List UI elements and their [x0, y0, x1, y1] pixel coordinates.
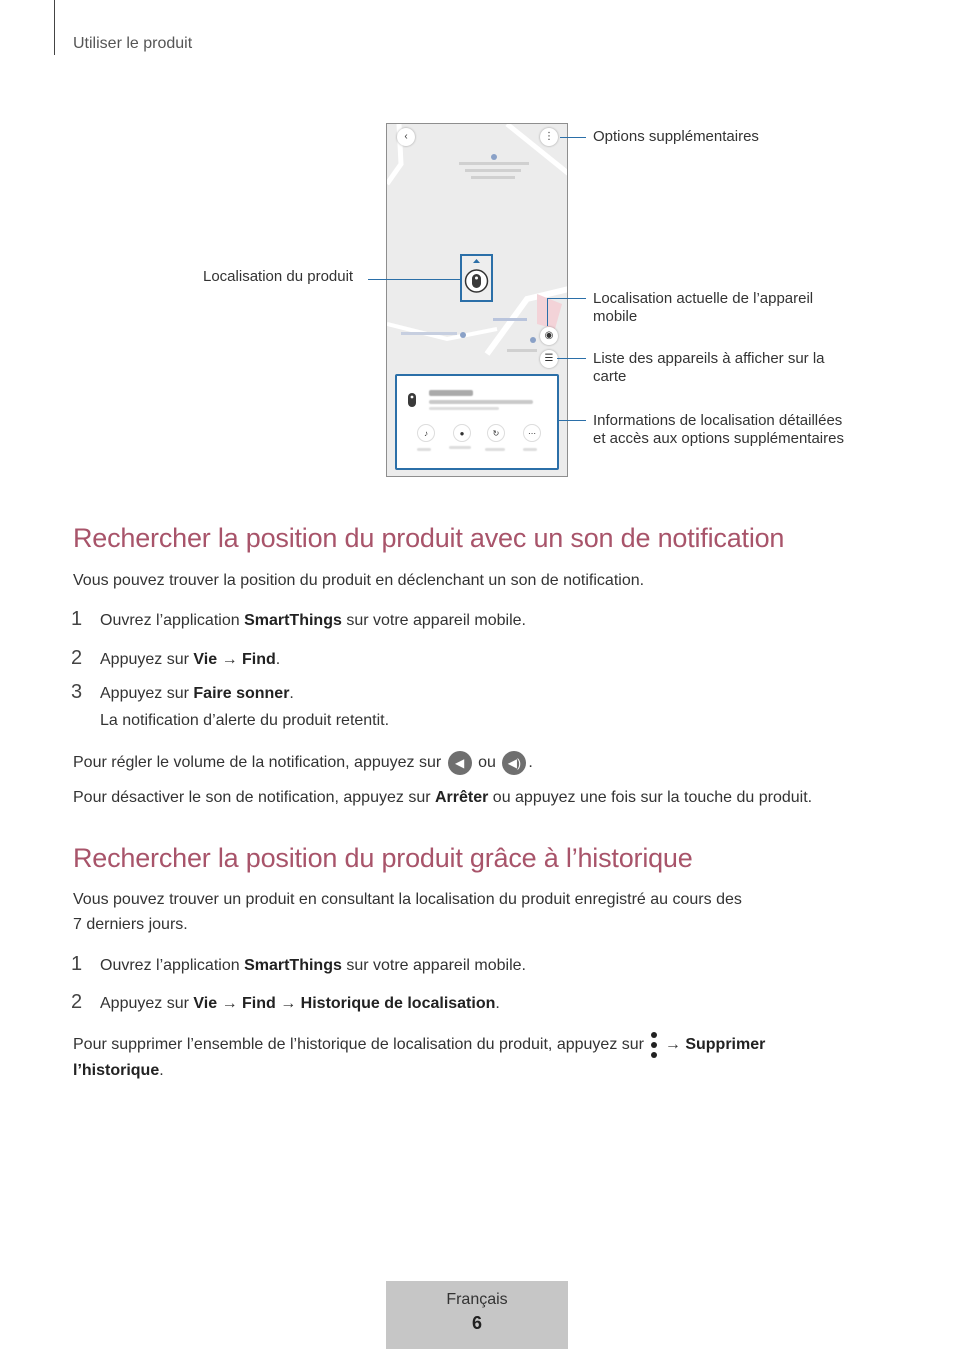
section1-step2-number: 2 [71, 647, 83, 669]
refresh-label [485, 448, 505, 451]
section1-intro: Vous pouvez trouver la position du produit en déclenchant un son de notification. [73, 572, 645, 589]
more-icon[interactable]: ⋯ [523, 424, 541, 442]
tag-thumb-icon [407, 392, 417, 408]
section1-stop-note [73, 785, 863, 810]
more-options-icon[interactable]: ⋮ [540, 128, 558, 146]
callout-mobile-location [593, 290, 813, 326]
callout-device-list-line2: carte [593, 368, 627, 385]
details-card[interactable] [395, 374, 559, 470]
callout-product-location: Localisation du produit [203, 268, 354, 285]
s2-step2-bold2: Find [242, 995, 276, 1012]
s2-step1-post: sur votre appareil mobile. [341, 957, 526, 974]
tag-time [429, 407, 499, 410]
section1-step1 [100, 608, 526, 633]
page-number: 6 [471, 1313, 482, 1333]
s1-step3-pre: Appuyez sur [100, 685, 194, 702]
s1-step1-post: sur votre appareil mobile. [341, 612, 526, 629]
s2-step2-bold3: Historique de localisation [300, 995, 496, 1012]
section1-step3-sub: La notification d’alerte du produit retentit. [100, 712, 390, 729]
tag-address [429, 400, 533, 404]
delete-post: . [159, 1062, 164, 1079]
ring-label [417, 448, 431, 451]
s2-step2-pre: Appuyez sur [100, 995, 194, 1012]
stop-pre: Pour désactiver le son de notification, appuyez sur [73, 789, 435, 806]
refresh-icon[interactable]: ↻ [487, 424, 505, 442]
s2-step2-arrow1: → [217, 995, 243, 1012]
callout-line-options [560, 137, 586, 138]
volume-up-icon: ◀) [502, 751, 526, 775]
s1-step3-post: . [289, 685, 294, 702]
s2-step2-post: . [495, 995, 500, 1012]
phone-screenshot [386, 123, 568, 477]
callout-mobile-location-line1: Localisation actuelle de l’appareil [593, 290, 814, 307]
section2-delete-note [73, 1032, 863, 1083]
section2-intro-line1: Vous pouvez trouver un produit en consultant la localisation du produit enregistré au cours des [73, 891, 742, 908]
callout-details [593, 412, 844, 448]
tag-marker-glyph [462, 256, 491, 300]
volume-pre: Pour régler le volume de la notification, appuyez sur [73, 754, 446, 771]
section2-intro [73, 887, 863, 937]
more-options-icon-inline [650, 1032, 658, 1058]
callout-device-list-line1: Liste des appareils à afficher sur la [593, 350, 825, 367]
s1-step1-pre: Ouvrez l’application [100, 612, 245, 629]
section2-title: Rechercher la position du produit grâce à l’historique [73, 843, 693, 873]
section2-intro-line2: 7 derniers jours. [73, 916, 188, 933]
side-rule [54, 0, 55, 55]
section1-step1-number: 1 [71, 608, 83, 630]
delete-bold2: l’historique [73, 1062, 160, 1079]
s1-step2-arrow: → [217, 651, 243, 668]
section2-step1 [100, 953, 526, 978]
callout-line-list [557, 358, 586, 359]
section2-step2 [100, 991, 500, 1016]
footer-language: Français [446, 1291, 508, 1308]
section1-step3-number: 3 [71, 681, 83, 703]
s2-step1-bold: SmartThings [244, 957, 342, 974]
my-location-icon[interactable]: ◉ [540, 327, 558, 345]
callout-line-mobile-h [547, 298, 586, 299]
section1-step3 [100, 681, 294, 706]
back-icon[interactable]: ‹ [397, 128, 415, 146]
callout-device-list [593, 350, 825, 386]
delete-arrow: → [660, 1036, 686, 1054]
s2-step2-bold1: Vie [193, 995, 218, 1012]
callout-details-line2: et accès aux options supplémentaires [593, 430, 844, 447]
callout-line-product [368, 279, 460, 280]
ring-icon[interactable]: ♪ [417, 424, 435, 442]
volume-down-icon: ◀ [448, 751, 472, 775]
s1-step2-post: . [275, 651, 281, 668]
volume-mid: ou [473, 754, 501, 771]
s2-step2-arrow2: → [275, 995, 301, 1012]
s2-step1-pre: Ouvrez l’application [100, 957, 245, 974]
callout-mobile-location-line2: mobile [593, 308, 638, 325]
section1-volume-note [73, 750, 863, 775]
callout-details-line1: Informations de localisation détaillées [593, 412, 843, 429]
s1-step2-pre: Appuyez sur [100, 651, 194, 668]
delete-bold1: Supprimer [685, 1036, 766, 1054]
callout-line-details [558, 420, 586, 421]
stop-post: ou appuyez une fois sur la touche du produit. [488, 789, 813, 806]
location-label [449, 446, 471, 449]
s1-step3-bold: Faire sonner [193, 685, 290, 702]
list-icon[interactable]: ☰ [540, 350, 558, 368]
tag-marker-icon[interactable] [460, 254, 493, 302]
delete-pre: Pour supprimer l’ensemble de l’historique de localisation du produit, appuyez sur [73, 1036, 649, 1054]
s1-step1-bold: SmartThings [244, 612, 342, 629]
section1-title: Rechercher la position du produit avec un son de notification [73, 523, 785, 553]
section1-step2 [100, 647, 280, 672]
section2-step1-number: 1 [71, 953, 83, 975]
more-label [523, 448, 537, 451]
s1-step2-bold2: Find [242, 651, 276, 668]
page-footer [386, 1281, 568, 1349]
volume-post: . [528, 754, 533, 771]
stop-bold: Arrêter [434, 789, 489, 806]
s1-step2-bold1: Vie [193, 651, 218, 668]
section2-step2-number: 2 [71, 991, 83, 1013]
callout-line-mobile-v [547, 298, 548, 326]
location-pin-icon[interactable]: ● [453, 424, 471, 442]
callout-options: Options supplémentaires [593, 128, 759, 145]
tag-name [429, 390, 473, 396]
running-header: Utiliser le produit [73, 35, 193, 52]
